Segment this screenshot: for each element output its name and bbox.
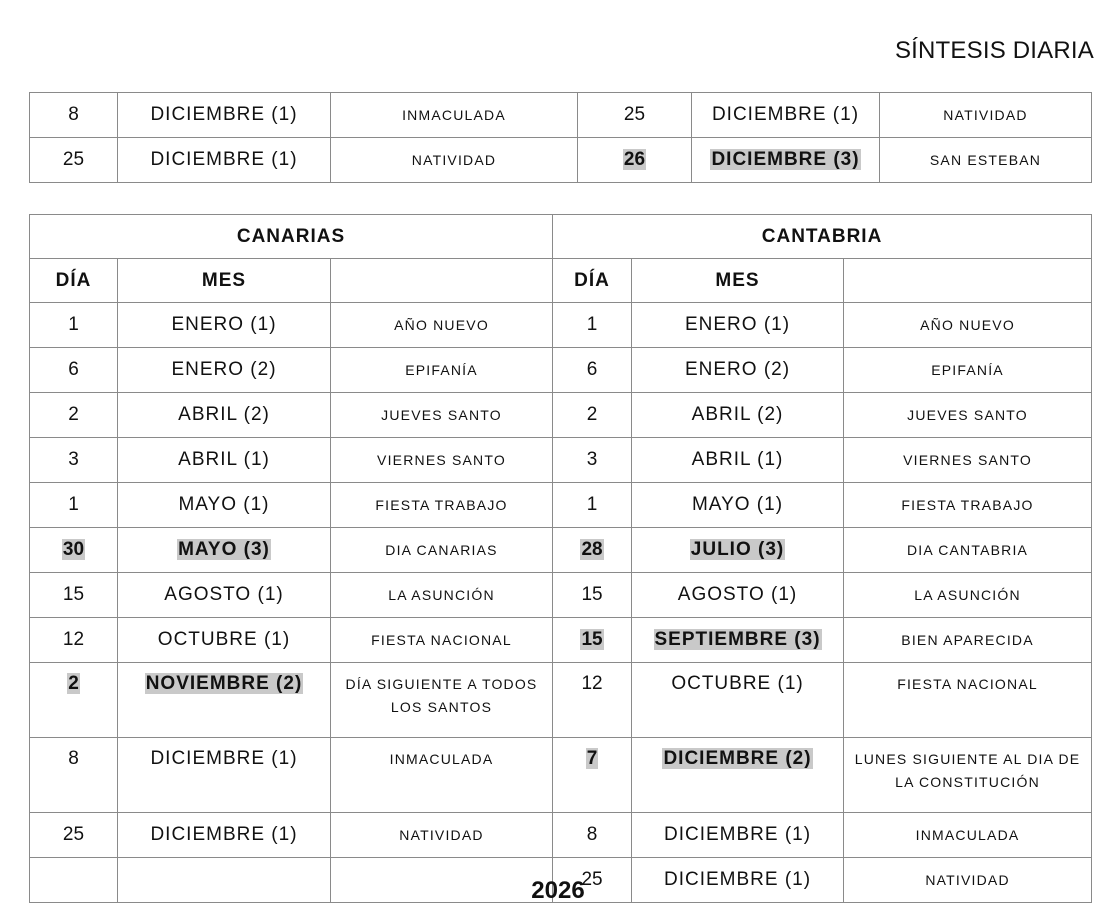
- day-cell-text: 12: [62, 629, 85, 650]
- month-cell-text: DICIEMBRE (3): [711, 149, 860, 170]
- top-holiday-table: [29, 92, 1092, 183]
- day-cell-text: 8: [68, 104, 79, 125]
- holiday-name-cell-text: AÑO NUEVO: [920, 316, 1015, 333]
- holiday-name-cell: [844, 438, 1092, 483]
- table-row: [30, 438, 1092, 483]
- day-cell: [553, 303, 632, 348]
- holiday-name-cell: [844, 618, 1092, 663]
- month-cell-text: ABRIL (2): [178, 404, 270, 425]
- region-name-canarias: CANARIAS: [30, 215, 553, 259]
- holiday-name-cell: [844, 393, 1092, 438]
- holiday-name-cell: [331, 393, 553, 438]
- day-cell-text: 30: [62, 539, 85, 560]
- month-cell-text: AGOSTO (1): [164, 584, 284, 605]
- month-cell: [632, 483, 844, 528]
- day-cell: [30, 528, 118, 573]
- day-cell-text: 8: [586, 824, 598, 845]
- month-cell: [632, 393, 844, 438]
- day-cell: [30, 393, 118, 438]
- holiday-name-cell-text: AÑO NUEVO: [394, 316, 489, 333]
- month-cell-text: DICIEMBRE (1): [150, 104, 298, 125]
- month-cell: [632, 348, 844, 393]
- holiday-name-cell: [844, 663, 1092, 738]
- month-cell-text: DICIEMBRE (1): [150, 748, 298, 769]
- month-cell-text: NOVIEMBRE (2): [145, 673, 303, 694]
- day-cell-text: 1: [68, 314, 79, 335]
- holiday-name-cell-text: NATIVIDAD: [925, 871, 1010, 888]
- month-cell: [632, 738, 844, 813]
- holiday-name-cell-text: DIA CANARIAS: [385, 541, 498, 558]
- holiday-name-cell-text: EPIFANÍA: [931, 361, 1004, 378]
- holiday-name-cell: [844, 303, 1092, 348]
- holiday-name-cell-text: INMACULADA: [389, 751, 494, 767]
- holiday-name-cell-text: NATIVIDAD: [943, 106, 1028, 123]
- day-cell: [553, 348, 632, 393]
- month-cell-text: MAYO (3): [178, 539, 270, 560]
- holiday-name-cell-text: DIA CANTABRIA: [906, 541, 1029, 558]
- day-cell: [30, 663, 118, 738]
- day-cell: [30, 348, 118, 393]
- month-cell: [632, 663, 844, 738]
- day-cell: [30, 483, 118, 528]
- table-row: [30, 303, 1092, 348]
- holiday-name-cell-text: BIEN APARECIDA: [901, 631, 1034, 648]
- month-cell: [118, 813, 331, 858]
- region-header-row: [30, 215, 1092, 259]
- day-cell: [553, 438, 632, 483]
- month-cell-text: ENERO (1): [684, 314, 791, 335]
- month-cell: [118, 663, 331, 738]
- table-row: [30, 348, 1092, 393]
- month-cell-text: DICIEMBRE (1): [150, 824, 298, 845]
- table-row: [30, 573, 1092, 618]
- month-cell: [118, 738, 331, 813]
- holiday-name-cell: [331, 738, 553, 813]
- holiday-name-cell: [331, 813, 553, 858]
- day-cell: [553, 528, 632, 573]
- month-cell-text: OCTUBRE (1): [157, 629, 291, 650]
- day-cell-text: 1: [586, 494, 598, 515]
- month-cell: [632, 813, 844, 858]
- month-cell: [632, 618, 844, 663]
- day-cell: [553, 813, 632, 858]
- day-cell-text: 6: [68, 359, 79, 380]
- col-header-dia: DÍA: [30, 259, 118, 303]
- month-cell-text: DICIEMBRE (1): [663, 869, 812, 890]
- holiday-name-cell: [331, 483, 553, 528]
- holiday-name-cell: [331, 303, 553, 348]
- holiday-name-cell-text: NATIVIDAD: [411, 151, 497, 168]
- day-cell-text: 25: [623, 104, 646, 125]
- day-cell-text: 1: [586, 314, 598, 335]
- holiday-name-cell: [331, 528, 553, 573]
- holiday-name-cell: [331, 348, 553, 393]
- holiday-name-cell: [844, 348, 1092, 393]
- holiday-name-cell-text: JUEVES SANTO: [907, 406, 1028, 423]
- day-cell-text: 15: [581, 584, 603, 605]
- year-label: 2026: [531, 877, 585, 904]
- holiday-name-cell-text: JUEVES SANTO: [381, 406, 502, 423]
- holiday-name-cell-text: SAN ESTEBAN: [929, 151, 1042, 168]
- month-cell-text: JULIO (3): [690, 539, 785, 560]
- month-cell: [118, 138, 331, 183]
- day-cell-text: 15: [62, 584, 85, 605]
- holiday-name-cell: [331, 138, 578, 183]
- holiday-name-cell-text: INMACULADA: [402, 106, 506, 123]
- day-cell: [553, 738, 632, 813]
- holiday-name-cell: [331, 573, 553, 618]
- month-cell-text: MAYO (1): [691, 494, 784, 515]
- holiday-name-cell-text: FIESTA TRABAJO: [375, 496, 508, 513]
- month-cell: [632, 573, 844, 618]
- month-cell-text: ENERO (2): [684, 359, 791, 380]
- month-cell: [118, 93, 331, 138]
- day-cell-text: 25: [62, 149, 85, 170]
- month-cell: [118, 618, 331, 663]
- holiday-name-cell: [844, 573, 1092, 618]
- month-cell-text: DICIEMBRE (1): [663, 824, 812, 845]
- month-cell-text: DICIEMBRE (2): [663, 748, 812, 769]
- holiday-name-cell-text: FIESTA NACIONAL: [371, 631, 512, 648]
- col-header-dia: DÍA: [553, 259, 632, 303]
- month-cell-text: SEPTIEMBRE (3): [654, 629, 821, 650]
- month-cell-text: MAYO (1): [178, 494, 270, 515]
- month-cell-text: DICIEMBRE (1): [150, 149, 298, 170]
- month-cell: [118, 303, 331, 348]
- day-cell-text: 2: [68, 404, 79, 425]
- holiday-name-cell: [331, 438, 553, 483]
- day-cell: [578, 138, 692, 183]
- month-cell: [692, 138, 880, 183]
- holiday-name-cell: [331, 93, 578, 138]
- day-cell: [30, 618, 118, 663]
- table-row: [30, 93, 1092, 138]
- page-title: SÍNTESIS DIARIA: [894, 37, 1094, 64]
- holiday-name-cell-text: LUNES SIGUIENTE AL DIA DE LA CONSTITUCIÓN: [854, 751, 1081, 790]
- table-row: [30, 738, 1092, 813]
- day-cell: [30, 303, 118, 348]
- day-cell: [30, 138, 118, 183]
- day-cell-text: 26: [623, 149, 646, 170]
- month-cell-text: ENERO (1): [171, 314, 277, 335]
- month-cell: [118, 483, 331, 528]
- month-cell: [118, 393, 331, 438]
- month-cell: [118, 438, 331, 483]
- month-cell: [118, 528, 331, 573]
- day-cell: [30, 738, 118, 813]
- holiday-name-cell-text: NATIVIDAD: [399, 826, 484, 843]
- day-cell-text: 3: [68, 449, 79, 470]
- holiday-name-cell-text: INMACULADA: [915, 826, 1020, 843]
- holiday-name-cell-text: VIERNES SANTO: [377, 451, 506, 468]
- day-cell-text: 3: [586, 449, 598, 470]
- table-row: [30, 393, 1092, 438]
- day-cell: [553, 483, 632, 528]
- holiday-name-cell: [844, 738, 1092, 813]
- col-header-mes: MES: [118, 259, 331, 303]
- regions-holiday-table: [29, 214, 1092, 903]
- day-cell: [553, 618, 632, 663]
- day-cell: [30, 438, 118, 483]
- month-cell: [632, 438, 844, 483]
- day-cell-text: 28: [581, 539, 603, 560]
- day-cell: [553, 393, 632, 438]
- table-row: [30, 813, 1092, 858]
- month-cell-text: ENERO (2): [171, 359, 277, 380]
- day-cell-text: 7: [586, 748, 598, 769]
- day-cell: [553, 663, 632, 738]
- day-cell-text: 2: [68, 673, 79, 694]
- column-header-row: [30, 259, 1092, 303]
- month-cell: [118, 573, 331, 618]
- day-cell-text: 12: [581, 673, 603, 694]
- month-cell-text: AGOSTO (1): [677, 584, 798, 605]
- holiday-name-cell-text: FIESTA NACIONAL: [897, 676, 1038, 692]
- holiday-name-cell: [331, 663, 553, 738]
- month-cell: [118, 348, 331, 393]
- holiday-name-cell-text: EPIFANÍA: [405, 361, 478, 378]
- table-row: [30, 483, 1092, 528]
- holiday-name-cell: [880, 138, 1092, 183]
- day-cell-text: 15: [581, 629, 603, 650]
- col-header-blank: [331, 259, 553, 303]
- holiday-name-cell: [844, 528, 1092, 573]
- holiday-name-cell-text: LA ASUNCIÓN: [388, 586, 495, 603]
- holiday-name-cell: [844, 813, 1092, 858]
- month-cell-text: DICIEMBRE (1): [711, 104, 860, 125]
- table-row: [30, 618, 1092, 663]
- month-cell: [692, 93, 880, 138]
- holiday-name-cell: [331, 618, 553, 663]
- table-row: [30, 528, 1092, 573]
- month-cell-text: ABRIL (2): [691, 404, 784, 425]
- holiday-name-cell-text: LA ASUNCIÓN: [914, 586, 1021, 603]
- holiday-name-cell-text: VIERNES SANTO: [903, 451, 1032, 468]
- col-header-mes: MES: [632, 259, 844, 303]
- day-cell-text: 25: [62, 824, 85, 845]
- region-name-cantabria: CANTABRIA: [553, 215, 1092, 259]
- table-row: [30, 138, 1092, 183]
- day-cell-text: 2: [586, 404, 598, 425]
- month-cell: [632, 528, 844, 573]
- holiday-name-cell-text: FIESTA TRABAJO: [901, 496, 1034, 513]
- day-cell: [553, 573, 632, 618]
- day-cell-text: 8: [68, 748, 79, 769]
- col-header-blank: [844, 259, 1092, 303]
- month-cell: [632, 303, 844, 348]
- holiday-name-cell: [880, 93, 1092, 138]
- day-cell: [578, 93, 692, 138]
- month-cell-text: ABRIL (1): [178, 449, 270, 470]
- day-cell-text: 6: [586, 359, 598, 380]
- holiday-name-cell-text: DÍA SIGUIENTE A TODOS LOS SANTOS: [345, 676, 538, 715]
- month-cell-text: ABRIL (1): [691, 449, 784, 470]
- day-cell-text: 1: [68, 494, 79, 515]
- day-cell: [30, 573, 118, 618]
- day-cell-text: 25: [581, 869, 603, 890]
- day-cell: [30, 93, 118, 138]
- table-row: [30, 663, 1092, 738]
- holiday-name-cell: [844, 483, 1092, 528]
- day-cell: [30, 813, 118, 858]
- month-cell-text: OCTUBRE (1): [671, 673, 804, 694]
